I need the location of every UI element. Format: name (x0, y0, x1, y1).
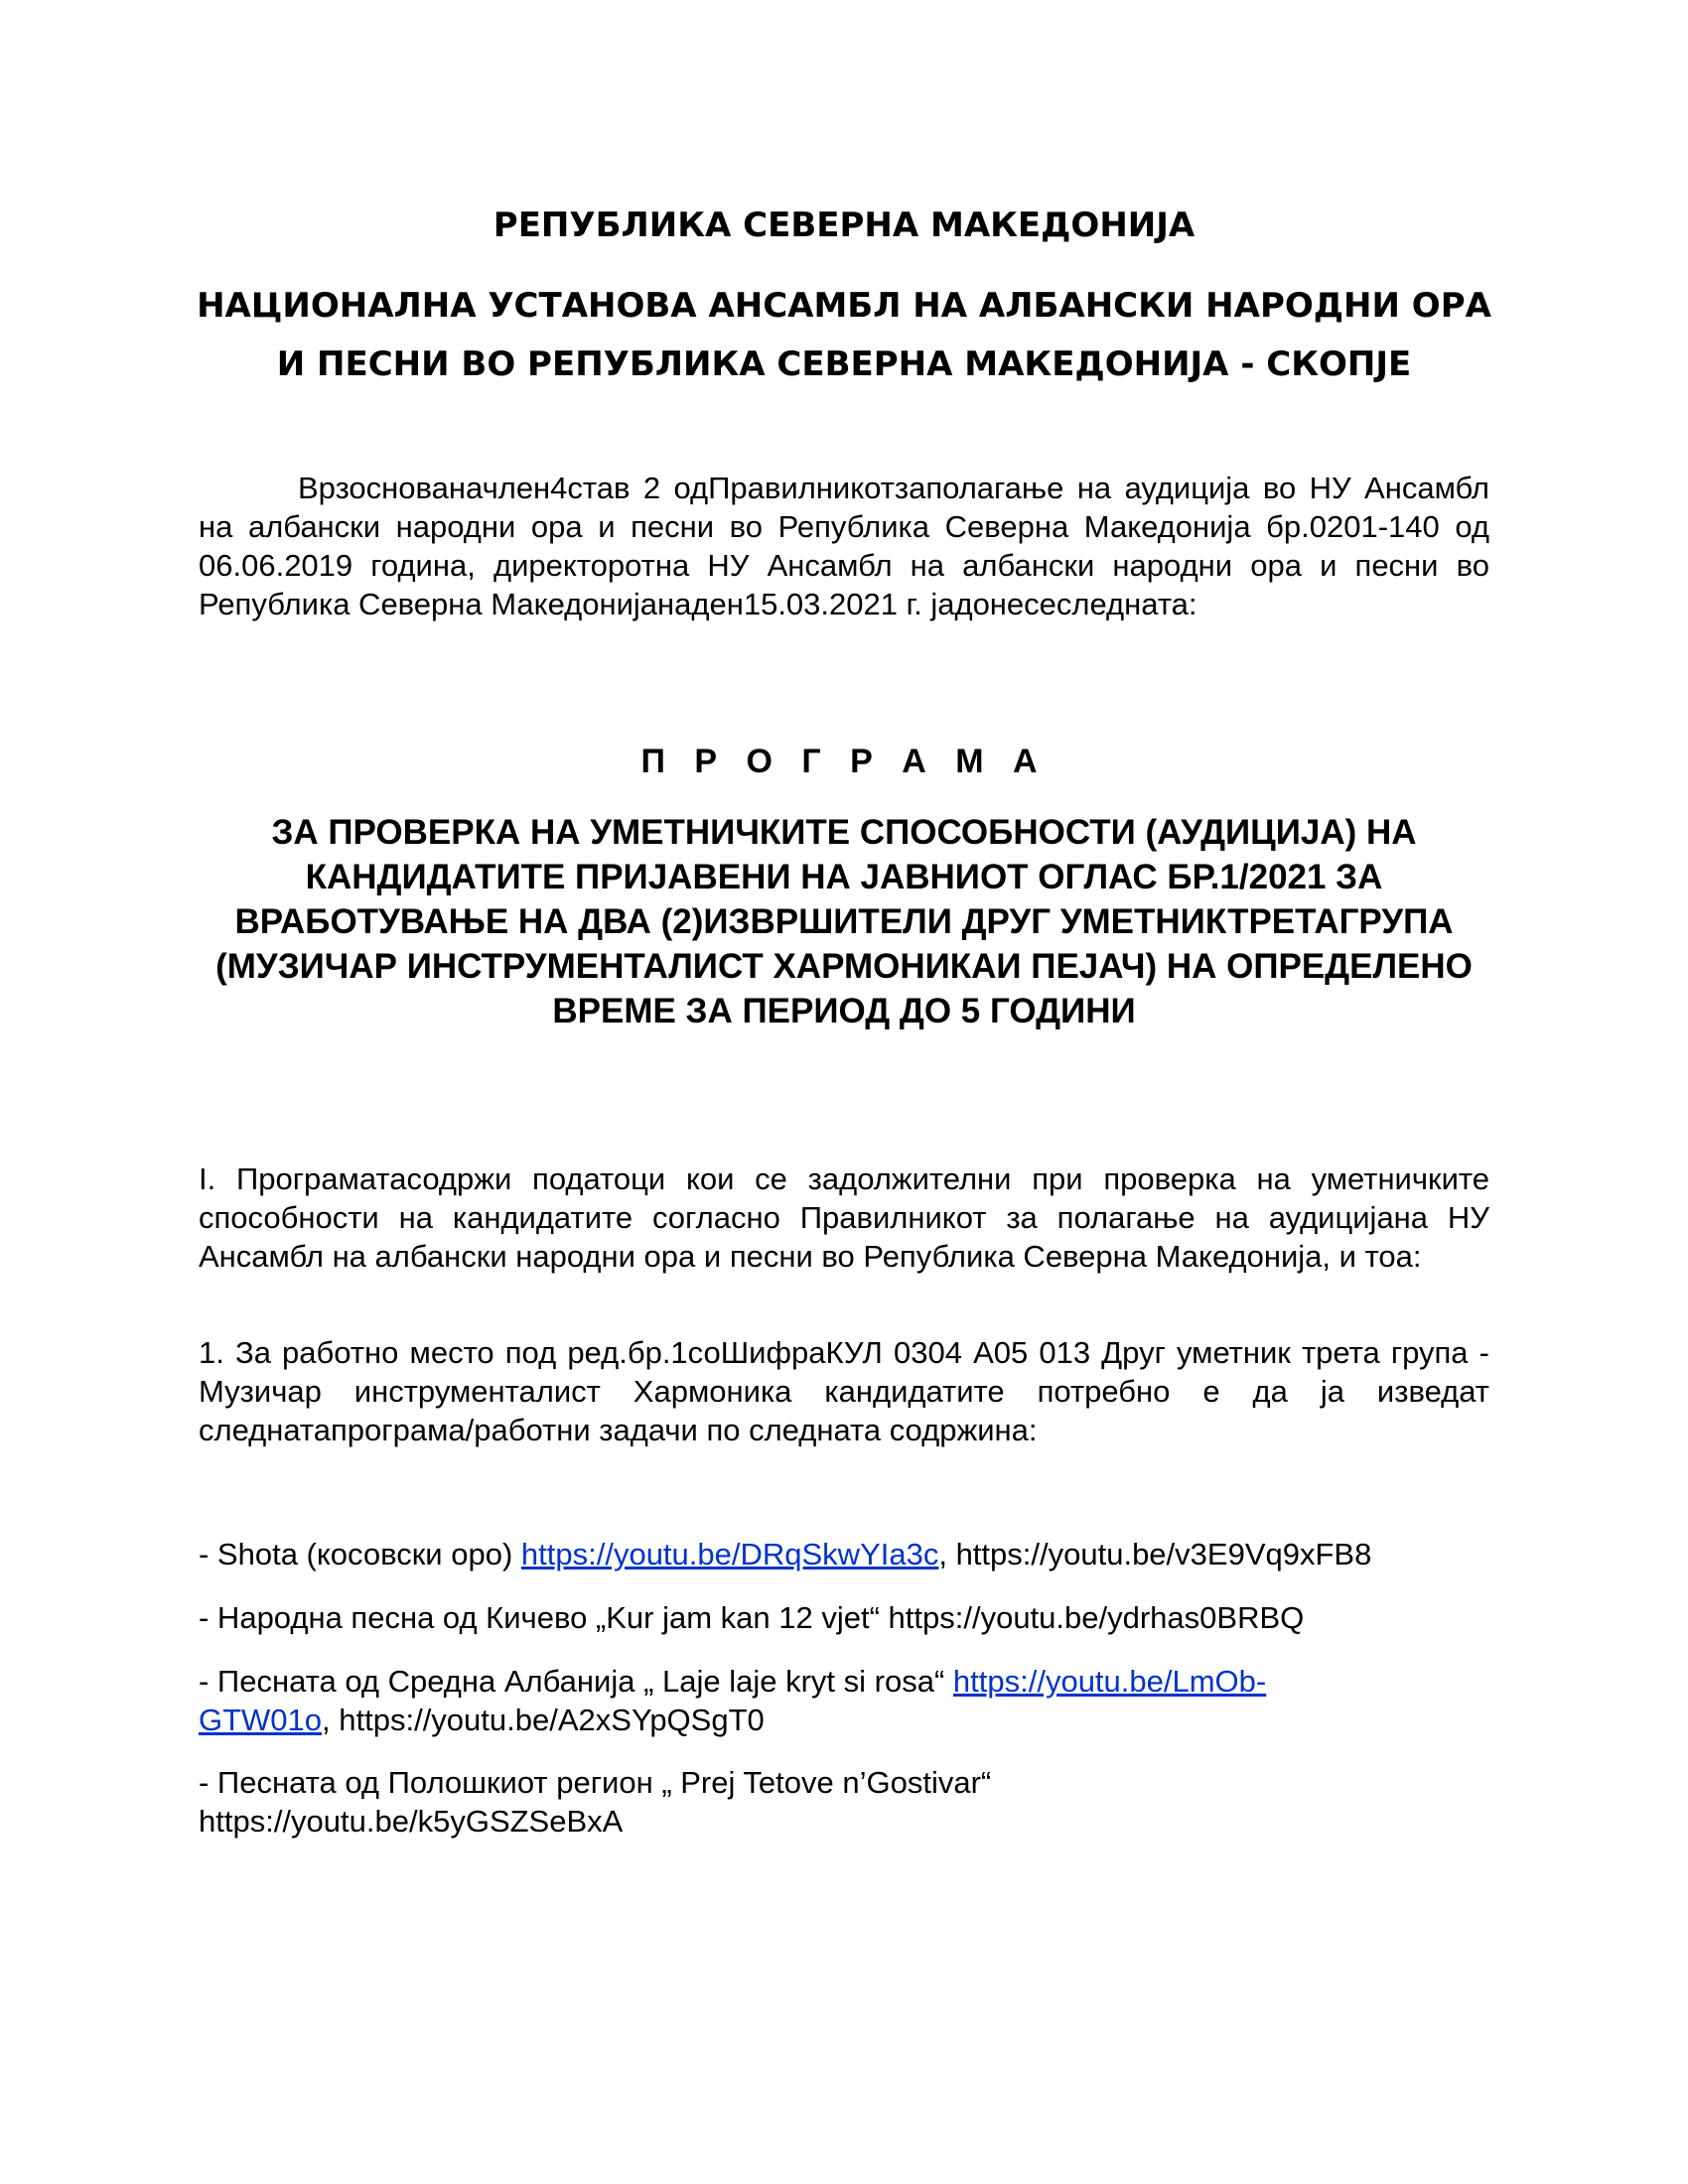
intro-paragraph: Врзоснованачлен4став 2 одПравилникотзаполагање на аудиција во НУ Ансамбл на албански народни ора и песни во Република Северна Македонија бр.0201-140 од 06.06.2019 година, директоротна НУ Ансамбл на албански народни ора и песни во Република Северна Македонијанаден15.03.2021 г. јадонесеследната: (199, 471, 1489, 621)
song-3-text: - Песната од Средна Албанија „ Laje laje kryt si rosa“ (199, 1664, 953, 1699)
song-1-rest: , https://youtu.be/v3E9Vq9xFB8 (938, 1537, 1372, 1571)
section-1-paragraph: I. Програматасодржи податоци кои се задолжителни при проверка на уметничките способности на кандидатите согласно Правилникот за полагање на аудицијана НУ Ансамбл на албански народни ора и песни во Република Северна Македонија, и тоа: (199, 1161, 1489, 1274)
song-3-link-part-b[interactable]: GTW01o (199, 1703, 323, 1737)
program-title: П Р О Г Р А М А (640, 743, 1048, 780)
song-item-3 (199, 1662, 1509, 1739)
song-1-link[interactable]: https://youtu.be/DRqSkwYIa3c (520, 1537, 939, 1571)
program-subtitle: ЗА ПРОВЕРКА НА УМЕТНИЧКИТЕ СПОСОБНОСТИ (АУДИЦИЈА) НА КАНДИДАТИТЕ ПРИЈАВЕНИ НА ЈАВНИОТ ОГЛАС БР.1/2021 ЗА ВРАБОТУВАЊЕ НА ДВА (2)ИЗВРШИТЕЛИ ДРУГ УМЕТНИКТРЕТАГРУПА (МУЗИЧАР ИНСТРУМЕНТАЛИСТ ХАРМОНИКАИ ПЕЈАЧ) НА ОПРЕДЕЛЕНО ВРЕМЕ ЗА ПЕРИОД ДО 5 ГОДИНИ (215, 813, 1473, 1030)
song-item-4 (199, 1763, 1509, 1841)
song-1-text: - Shota (косовски оро) (199, 1537, 521, 1571)
song-item-2: - Народна песна од Кичево „Kur jam kan 12 vjet“ https://youtu.be/ydrhas0BRBQ (199, 1600, 1305, 1635)
institution-heading-line2: И ПЕСНИ ВО РЕПУБЛИКА СЕВЕРНА МАКЕДОНИЈА - СКОПЈЕ (276, 344, 1412, 384)
song-3-rest: , https://youtu.be/A2xSYpQSgT0 (322, 1703, 765, 1737)
song-4-text: - Песната од Полошкиот регион „ Prej Tetove n’Gostivar“ (199, 1765, 992, 1800)
song-4-url: https://youtu.be/k5yGSZSeBxA (199, 1804, 624, 1839)
song-item-1 (199, 1535, 1509, 1573)
country-heading: РЕПУБЛИКА СЕВЕРНА МАКЕДОНИЈА (492, 205, 1196, 245)
institution-heading-line1: НАЦИОНАЛНА УСТАНОВА АНСАМБЛ НА АЛБАНСКИ НАРОДНИ ОРА (197, 286, 1491, 326)
item-1-paragraph: 1. За работно место под ред.бр.1соШифраКУЛ 0304 А05 013 Друг уметник трета група - Музичар инструменталист Хармоника кандидатите потребно е да ја изведат следнатапрограма/работни задачи по следната содржина: (199, 1335, 1489, 1447)
song-3-link-part-a[interactable]: https://youtu.be/LmOb- (952, 1664, 1267, 1699)
